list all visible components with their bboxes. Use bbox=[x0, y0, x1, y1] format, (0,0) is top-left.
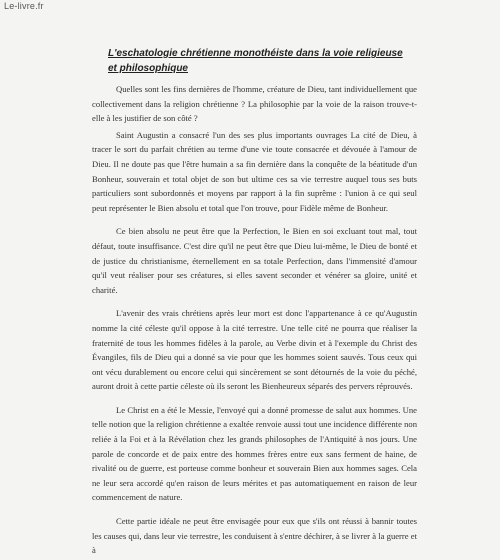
paragraph: Quelles sont les fins dernières de l'homme, créature de Dieu, tant individuellement que collectivement dans la religion chrétienne ? La philosophie par la voie de la raison trouve-t-elle à les justifier de son côté ? bbox=[92, 84, 417, 124]
paragraph: Cette partie idéale ne peut être envisagée pour eux que s'ils ont réussi à bannir toutes les causes qui, dans leur vie terrestre, les conduisent à s'entre déchirer, à se livrer à la guerre et à bbox=[92, 516, 417, 556]
paragraph: Le Christ en a été le Messie, l'envoyé qui a donné promesse de salut aux hommes. Une telle notion que la religion chrétienne a exaltée renvoie aussi tout une incidence différente non reliée à la Foi et à la Révélation chez les grands philosophes de l'Antiquité à nos jours. Une parole de concorde et de paix entre des hommes frères entre eux sans ferment de haine, de rivalité ou de guerre, est porteuse comme bonheur et souverain Bien aux hommes sages. Cela ne leur sera accordé qu'en raison de leurs mérites et pas automatiquement en raison de leur commencement de nature. bbox=[92, 404, 417, 503]
document-title: L'eschatologie chrétienne monothéiste dans la voie religieuse et philosophique bbox=[108, 48, 403, 74]
document-body bbox=[92, 82, 417, 560]
watermark-logo: Le-livre.fr bbox=[4, 1, 44, 11]
paragraph: L'avenir des vrais chrétiens après leur mort est donc l'appartenance à ce qu'Augustin nomme la cité céleste qu'il oppose à la cité terrestre. Une telle cité ne pourra que réaliser la fraternité de tous les hommes fidèles à la parole, au Verbe divin et à l'exemple du Christ des Évangiles, fils de Dieu qui a donné sa vie pour que les hommes soient sauvés. Tous ceux qui ont vécu durablement ou encore celui qui sincèrement se sont détournés de la voie du péché, auront droit à cette partie céleste où ils seront les Bienheureux séparés des pervers réprouvés. bbox=[92, 308, 417, 392]
paragraph: Saint Augustin a consacré l'un des ses plus importants ouvrages La cité de Dieu, à tracer le sort du parfait chrétien au terme d'une vie toute consacrée et dévouée à l'amour de Dieu. Il ne doute pas que l'être humain a sa fin dernière dans la conquête de la béatitude d'un Bonheur, souverain et total objet de son but ultime ces sa vie terrestre auquel tous ses buts particuliers sont subordonnés et moyens par rapport à la fin suprême : l'union à ce qui seul peut représenter le Bien absolu et total que l'on trouve, pour Fidèle même de Bonheur. bbox=[92, 129, 417, 213]
paragraph: Ce bien absolu ne peut être que la Perfection, le Bien en soi excluant tout mal, tout défaut, toute insuffisance. C'est dire qu'il ne peut être que Dieu lui-même, le Dieu de bonté et de justice du christianisme, éternellement en sa totale Perfection, dans l'immensité d'amour qu'il veut réaliser pour ses créatures, si elles savent seconder et vénérer sa gloire, unité et charité. bbox=[92, 226, 417, 295]
